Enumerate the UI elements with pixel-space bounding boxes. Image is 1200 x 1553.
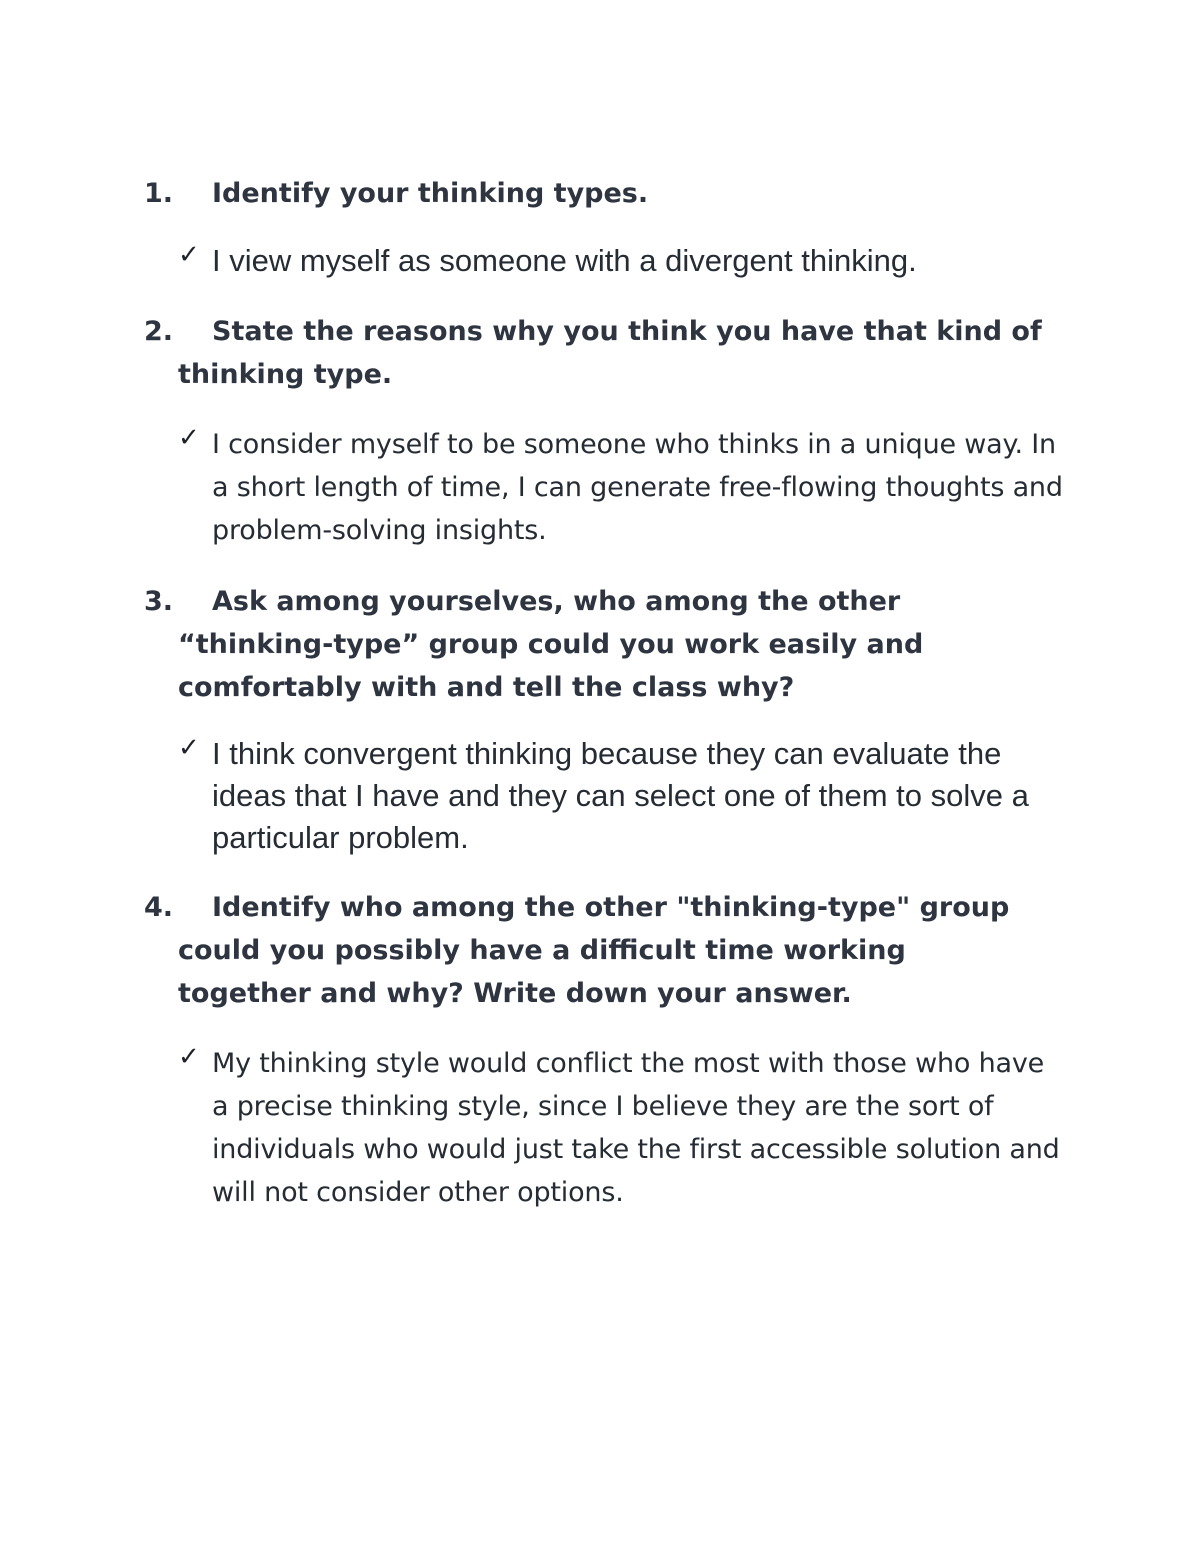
question-text: Identify your thinking types. [212, 178, 649, 209]
answer-2 [178, 423, 1068, 552]
answer-4 [178, 1042, 1068, 1214]
question-text: Identify who among the other "thinking-type" group could you possibly have a difficult time working together and why? Write down your answer. [178, 892, 1010, 1009]
checkmark-icon: ✓ [178, 423, 200, 453]
question-number: 1. [144, 178, 174, 209]
question-3 [144, 580, 1044, 709]
question-4 [144, 886, 1044, 1015]
answer-3 [178, 733, 1068, 859]
answer-1 [178, 240, 1068, 282]
question-1 [144, 172, 1044, 215]
answer-text: I consider myself to be someone who thinks in a unique way. In a short length of time, I can generate free-flowing thoughts and problem-solving insights. [212, 429, 1063, 546]
answer-text: I think convergent thinking because they can evaluate the ideas that I have and they can select one of them to solve a particular problem. [212, 736, 1029, 855]
answer-text: I view myself as someone with a divergent thinking. [212, 243, 917, 278]
answer-text: My thinking style would conflict the most with those who have a precise thinking style, since I believe they are the sort of individuals who would just take the first accessible solution and will not consider other options. [212, 1048, 1060, 1208]
question-number: 3. [144, 586, 174, 617]
checkmark-icon: ✓ [178, 240, 200, 270]
question-number: 2. [144, 316, 174, 347]
checkmark-icon: ✓ [178, 733, 200, 763]
checkmark-icon: ✓ [178, 1042, 200, 1072]
question-text: Ask among yourselves, who among the other “thinking-type” group could you work easily and comfortably with and tell the class why? [178, 586, 924, 703]
question-number: 4. [144, 892, 174, 923]
question-text: State the reasons why you think you have that kind of thinking type. [178, 316, 1042, 390]
question-2 [144, 310, 1044, 396]
